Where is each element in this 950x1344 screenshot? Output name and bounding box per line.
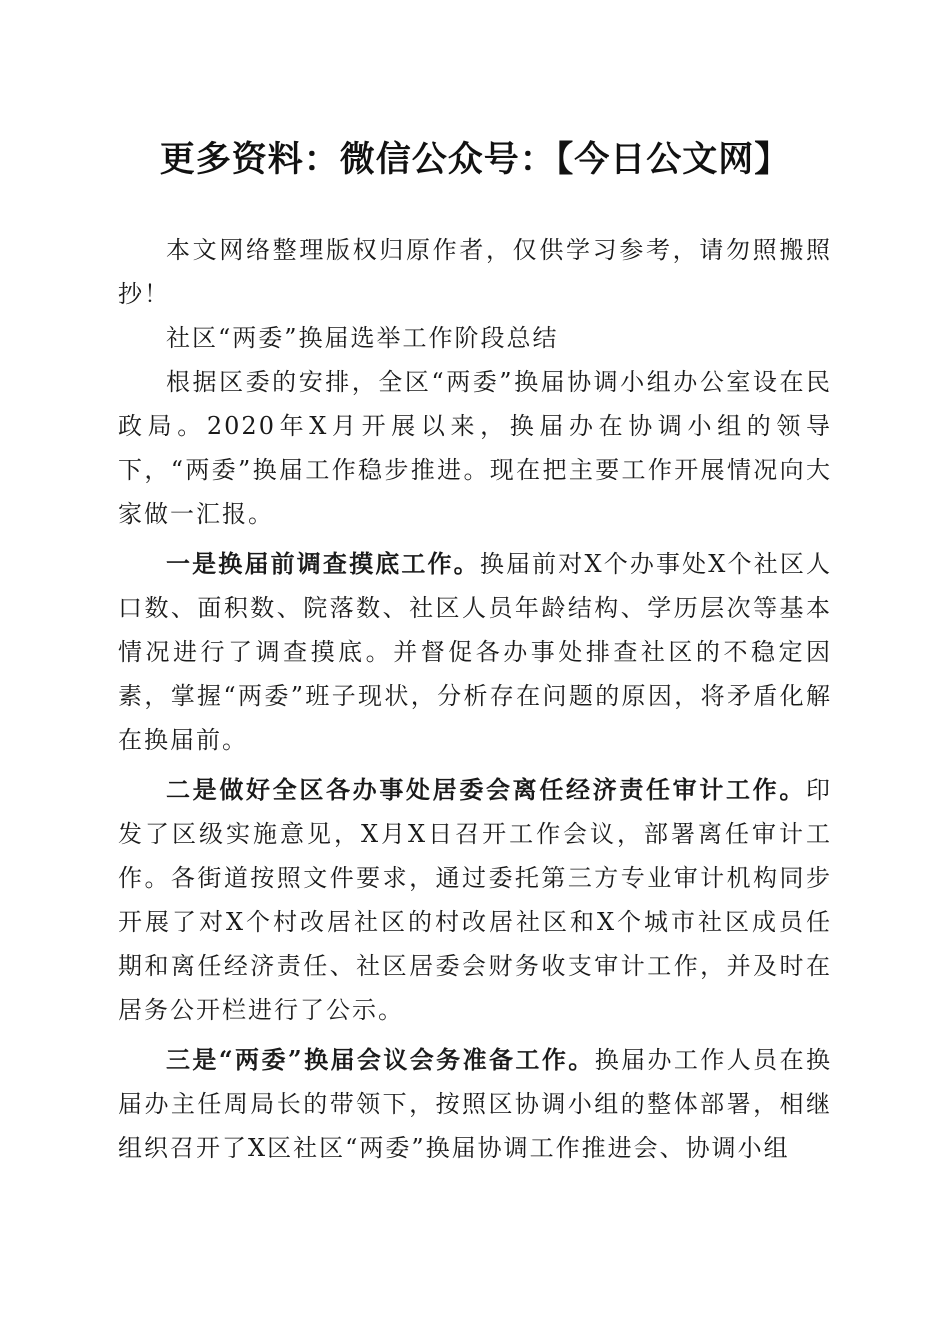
paragraph-intro	[118, 360, 832, 536]
paragraph-text: 根据区委的安排，全区“两委”换届协调小组办公室设在民政局。2020年X月开展以来，换届办在协调小组的领导下，“两委”换届工作稳步推进。现在把主要工作开展情况向大家做一汇报。	[118, 368, 832, 528]
paragraph-text: 换届前对X个办事处X个社区人口数、面积数、院落数、社区人员年龄结构、学历层次等基本情况进行了调查摸底。并督促各办事处排查社区的不稳定因素，掌握“两委”班子现状，分析存在问题的原因，将矛盾化解在换届前。	[118, 550, 833, 754]
paragraph-survey	[118, 542, 832, 762]
paragraph-lead: 一是换届前调查摸底工作。	[166, 549, 480, 578]
page-header-title: 更多资料：微信公众号：【今日公文网】	[159, 140, 791, 180]
document-title: 社区“两委”换届选举工作阶段总结	[166, 324, 559, 352]
paragraph-text: 印发了区级实施意见，X月X日召开工作会议，部署离任审计工作。各街道按照文件要求，通过委托第三方专业审计机构同步开展了对X个村改居社区的村改居社区和X个城市社区成员任期和离任经济责任、社区居委会财务收支审计工作，并及时在居务公开栏进行了公示。	[118, 776, 832, 1024]
paragraph-lead: 三是“两委”换届会议会务准备工作。	[166, 1045, 595, 1074]
document-body	[118, 228, 832, 1170]
copyright-notice: 本文网络整理版权归原作者，仅供学习参考，请勿照搬照抄！	[118, 236, 832, 308]
paragraph-lead: 二是做好全区各办事处居委会离任经济责任审计工作。	[166, 775, 806, 804]
paragraph-meetings	[118, 1038, 832, 1170]
paragraph-text: 换届办工作人员在换届办主任周局长的带领下，按照区协调小组的整体部署，相继组织召开了X区社区“两委”换届协调工作推进会、协调小组	[118, 1046, 833, 1162]
paragraph-audit	[118, 768, 832, 1032]
